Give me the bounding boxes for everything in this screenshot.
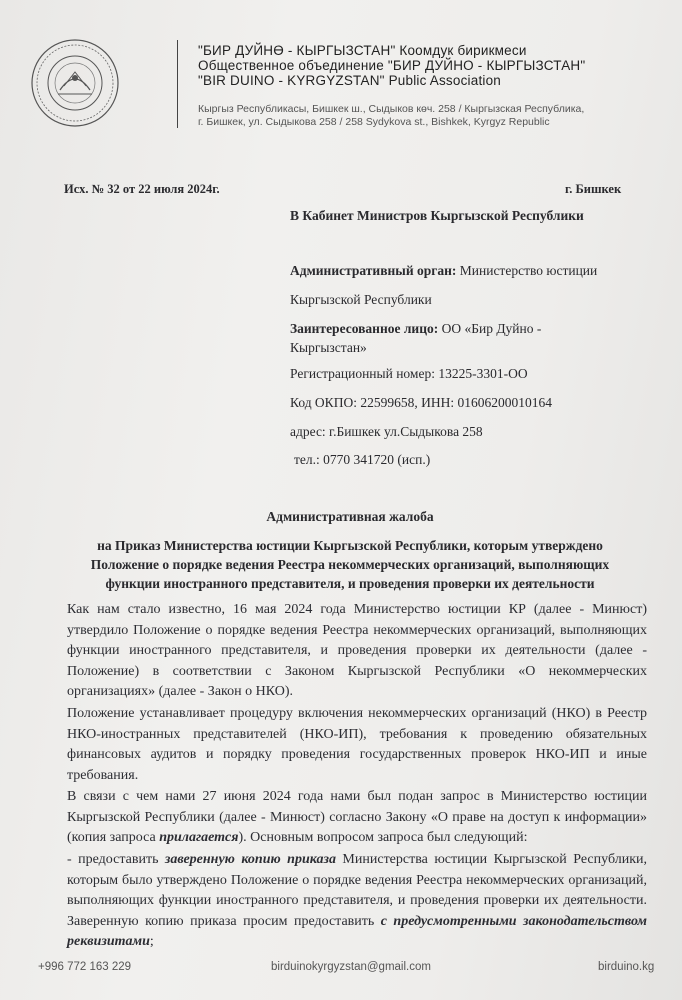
org-address-line2: г. Бишкек, ул. Сыдыкова 258 / 258 Sydykova st., Bishkek, Kyrgyz Republic xyxy=(198,116,550,128)
org-name-english: "BIR DUINO - KYRGYZSTAN" Public Association xyxy=(198,73,502,88)
complaint-title: Административная жалоба xyxy=(266,509,434,524)
paragraph-4-emphasis: заверенную копию приказа xyxy=(164,852,336,867)
outgoing-number: Исх. № 32 от 22 июля 2024г. xyxy=(64,182,220,196)
paragraph-4 xyxy=(67,850,647,953)
org-name-russian: Общественное объединение "БИР ДУЙНО - КЫРГЫЗСТАН" xyxy=(198,58,586,73)
organization-seal-logo xyxy=(30,38,120,128)
footer-website: birduino.kg xyxy=(598,961,655,973)
admin-body-value2: Кыргызской Республики xyxy=(290,292,432,307)
org-address-line1: Кыргыз Республикасы, Бишкек ш., Сыдыков көч. 258 / Кыргызская Республика, xyxy=(198,103,585,115)
address: адрес: г.Бишкек ул.Сыдыкова 258 xyxy=(290,424,483,439)
interested-party-value: ОО «Бир Дуйно - xyxy=(438,321,542,336)
paragraph-3 xyxy=(67,787,647,849)
addressee: В Кабинет Министров Кыргызской Республики xyxy=(290,208,584,223)
paragraph-4-emphasis-2: с предусмотренными законодательством реквизитами xyxy=(67,913,648,949)
admin-body xyxy=(290,263,597,279)
footer-phone: +996 772 163 229 xyxy=(38,961,132,973)
paragraph-4-tail: ; xyxy=(149,934,154,949)
paragraph-4-body: Министерства юстиции Кыргызской Республики, которым было утверждено Положение о порядке ведения Реестра некоммерческих организаций, выполняющих функции иностранного представителя, и проведения проверки их деятельности. Заверенную копию приказа просим предоставить xyxy=(67,852,647,929)
okpo-inn: Код ОКПО: 22599658, ИНН: 01606200010164 xyxy=(290,395,552,410)
interested-party-label: Заинтересованное лицо: xyxy=(290,321,439,336)
header-divider xyxy=(177,40,178,128)
interested-party xyxy=(290,321,541,337)
complaint-subtitle-line1: на Приказ Министерства юстиции Кыргызской Республики, которым утверждено xyxy=(97,538,603,553)
interested-party-value2: Кыргызстан» xyxy=(290,340,367,355)
paragraph-3-text: В связи с чем нами 27 июня 2024 года нами был подан запрос в Министерство юстиции Кыргызской Республики (далее - Минюст) согласно Закону «О праве на доступ к информации» (копия запроса xyxy=(67,789,647,845)
footer-email: birduinokyrgyzstan@gmail.com xyxy=(271,961,431,973)
paragraph-4-text: - предоставить xyxy=(67,852,165,867)
registration-number: Регистрационный номер: 13225-3301-ОО xyxy=(290,366,528,381)
city: г. Бишкек xyxy=(565,182,622,196)
complaint-subtitle-line2: Положение о порядке ведения Реестра некоммерческих организаций, выполняющих xyxy=(90,557,610,572)
paragraph-3-tail: ). Основным вопросом запроса был следующий: xyxy=(238,830,528,845)
phone: тел.: 0770 341720 (исп.) xyxy=(294,452,431,467)
paragraph-3-emphasis: прилагается xyxy=(159,830,239,845)
admin-body-label: Административный орган: xyxy=(290,263,457,278)
admin-body-value: Министерство юстиции xyxy=(456,263,598,278)
paragraph-2: Положение устанавливает процедуру включения некоммерческих организаций (НКО) в Реестр НКО-иностранных представителей (НКО-ИП), требования к проведению обязательных финансовых аудитов и порядку проведения государственных проверок НКО-ИП и иные требования. xyxy=(67,706,647,783)
paragraph-1: Как нам стало известно, 16 мая 2024 года Министерство юстиции КР (далее - Минюст) утвердило Положение о порядке ведения Реестра некоммерческих организаций, выполняющих функции иностранного представителя, и проведения проверки их деятельности (далее - Положение) в соответствии с Законом Кыргызской Республики «О некоммерческих организациях» (далее - Закон о НКО). xyxy=(67,602,647,699)
complaint-subtitle-line3: функции иностранного представителя, и проведения проверки их деятельности xyxy=(105,576,595,591)
org-name-kyrgyz: "БИР ДУЙНӨ - КЫРГЫЗСТАН" Коомдук бирикмеси xyxy=(198,43,527,58)
